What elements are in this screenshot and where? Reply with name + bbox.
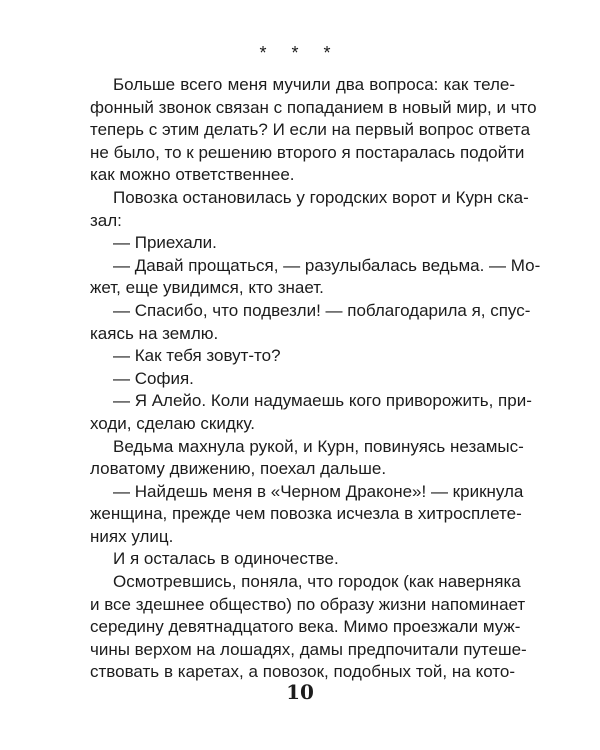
text-line: Ведьма махнула рукой, и Курн, повинуясь незамыс- [113, 436, 524, 456]
text-line: — Спасибо, что подвезли! — поблагодарила я, спус- [113, 300, 531, 320]
text-line: жет, еще увидимся, кто знает. [90, 278, 324, 298]
text-line: и все здешнее общество) по образу жизни напоминает [90, 594, 526, 614]
text-line: Больше всего меня мучили два вопроса: как теле- [113, 75, 515, 94]
text-line: И я осталась в одиночестве. [113, 549, 339, 569]
text-line: Осмотревшись, поняла, что городок (как наверняка [113, 572, 521, 592]
text-line: — София. [113, 368, 194, 388]
section-separator: * * * [259, 43, 341, 63]
text-line: как можно ответственнее. [90, 165, 295, 185]
text-line: Повозка остановилась у городских ворот и Курн ска- [113, 187, 529, 207]
text-line: ствовать в каретах, а повозок, подобных той, на кото- [90, 662, 515, 682]
text-line: — Как тебя зовут-то? [113, 346, 281, 366]
text-line: ниях улиц. [90, 526, 174, 546]
text-line: каясь на землю. [90, 323, 219, 343]
text-line: — Я Алейо. Коли надумаешь кого приворожить, при- [113, 391, 532, 411]
text-line: — Приехали. [113, 233, 217, 253]
body-text [90, 74, 541, 684]
text-line: не было, то к решению второго я постаралась подойти [90, 142, 525, 162]
text-line: — Найдешь меня в «Черном Драконе»! — крикнула [113, 481, 524, 501]
text-line: ходи, сделаю скидку. [90, 413, 255, 433]
text-line: теперь с этим делать? И если на первый вопрос ответа [90, 120, 531, 140]
text-line: ловатому движению, поехал дальше. [90, 459, 387, 479]
page-number: 10 [286, 680, 314, 704]
text-line: зал: [90, 210, 122, 230]
text-line: женщина, прежде чем повозка исчезла в хитросплете- [90, 504, 522, 524]
text-line: середину девятнадцатого века. Мимо проезжали муж- [90, 617, 521, 637]
text-line: — Давай прощаться, — разулыбалась ведьма. — Мо- [113, 255, 541, 275]
text-line: фонный звонок связан с попаданием в новый мир, и что [90, 97, 537, 117]
text-line: чины верхом на лошадях, дамы предпочитали путеше- [90, 639, 527, 659]
